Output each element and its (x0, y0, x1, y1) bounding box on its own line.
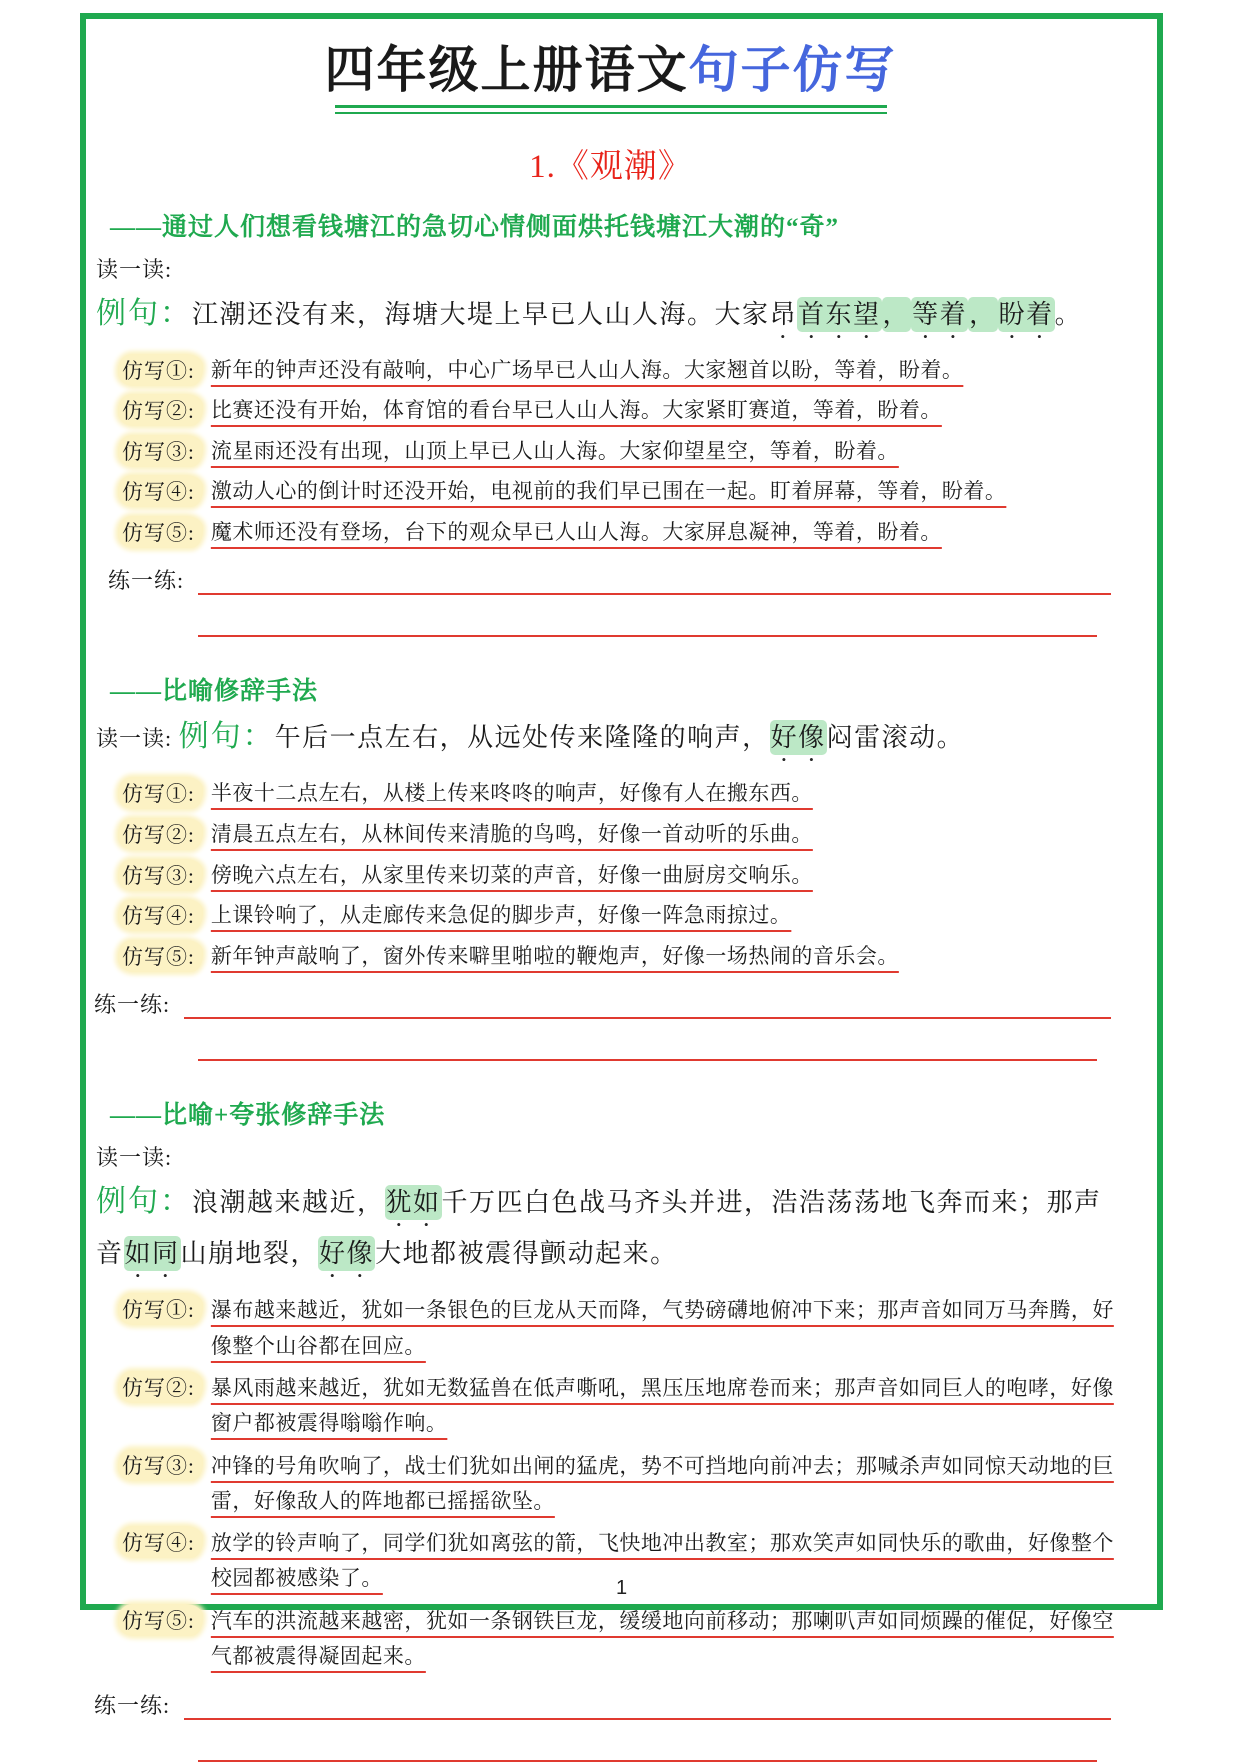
text-run: 山崩地裂， (181, 1239, 319, 1268)
text-run: 江潮还没有来，海塘大堤上早已人山人海。大家 (192, 300, 770, 329)
practice-row (94, 1688, 1127, 1720)
imitation-row (118, 354, 1127, 388)
imitation-text: 新年钟声敲响了，窗外传来噼里啪啦的鞭炮声，好像一场热闹的音乐会。 (211, 940, 1127, 974)
imitation-list (118, 777, 1127, 973)
section-3 (94, 1095, 1127, 1762)
practice-line[interactable] (198, 1726, 1097, 1762)
highlight-run: 等着 (911, 297, 968, 332)
imitation-label: 仿写④: (118, 899, 203, 931)
text-run: 浪潮越来越近， (192, 1188, 385, 1217)
highlight-run: ， (968, 297, 998, 332)
imitation-text: 流星雨还没有出现，山顶上早已人山人海。大家仰望星空，等着，盼着。 (211, 435, 1127, 469)
imitation-label: 仿写③: (118, 435, 203, 467)
text-run: 昂 (770, 300, 798, 329)
example-label: 例句： (96, 297, 192, 330)
imitation-row (118, 394, 1127, 428)
practice-row (94, 987, 1127, 1019)
practice-line[interactable] (184, 1688, 1111, 1720)
practice-row (108, 563, 1127, 595)
example-sentence (96, 711, 1127, 767)
example-label: 例句： (179, 720, 275, 753)
imitation-label: 仿写①: (118, 354, 203, 386)
sections-container (94, 207, 1127, 1762)
imitation-text: 瀑布越来越近，犹如一条银色的巨龙从天而降，气势磅礴地俯冲下来；那声音如同万马奔腾，好像整个山谷都在回应。 (211, 1293, 1127, 1364)
imitation-label: 仿写④: (118, 1526, 203, 1558)
read-label: 读一读: (96, 1141, 1127, 1172)
imitation-label: 仿写③: (118, 1449, 203, 1481)
practice-label: 练一练: (94, 1689, 170, 1720)
title-blue-part: 句子仿写 (689, 42, 897, 98)
highlight-run: ， (882, 297, 912, 332)
example-sentence (96, 288, 1127, 344)
highlight-run: 首东望 (797, 297, 882, 332)
practice-line[interactable] (198, 1025, 1097, 1061)
imitation-text: 比赛还没有开始，体育馆的看台早已人山人海。大家紧盯赛道，等着，盼着。 (211, 394, 1127, 428)
imitation-text: 魔术师还没有登场，台下的观众早已人山人海。大家屏息凝神，等着，盼着。 (211, 516, 1127, 550)
imitation-text: 上课铃响了，从走廊传来急促的脚步声，好像一阵急雨掠过。 (211, 899, 1127, 933)
title-underline (335, 105, 887, 114)
practice-line[interactable] (184, 987, 1111, 1019)
page-number: 1 (86, 1577, 1157, 1600)
imitation-row (118, 1293, 1127, 1364)
highlight-run: 犹如 (385, 1185, 442, 1220)
imitation-label: 仿写②: (118, 394, 203, 426)
read-label: 读一读: (96, 253, 1127, 284)
highlight-run: 如同 (124, 1236, 181, 1271)
text-run: 闷雷滚动。 (827, 723, 965, 752)
imitation-label: 仿写①: (118, 1293, 203, 1325)
text-run: 千万匹白色战马齐头并进，浩浩荡荡地飞奔而来；那声音 (96, 1188, 1102, 1268)
title-black-part: 四年级上册语文 (325, 42, 689, 98)
example-sentence (96, 1176, 1127, 1283)
section-header: ——比喻修辞手法 (110, 671, 1127, 707)
imitation-text: 冲锋的号角吹响了，战士们犹如出闸的猛虎，势不可挡地向前冲去；那喊杀声如同惊天动地的巨雷，好像敌人的阵地都已摇摇欲坠。 (211, 1449, 1127, 1520)
imitation-text: 清晨五点左右，从林间传来清脆的鸟鸣，好像一首动听的乐曲。 (211, 818, 1127, 852)
text-run: 。 (1055, 300, 1083, 329)
practice-label: 练一练: (108, 564, 184, 595)
text-run: 午后一点左右，从远处传来隆隆的响声， (275, 723, 770, 752)
highlight-run: 盼着 (998, 297, 1055, 332)
imitation-row (118, 1604, 1127, 1675)
example-text (96, 1185, 1102, 1271)
section-2 (94, 671, 1127, 1061)
imitation-row (118, 1449, 1127, 1520)
imitation-list (118, 1293, 1127, 1674)
section-header: ——比喻+夸张修辞手法 (110, 1095, 1127, 1131)
imitation-row (118, 475, 1127, 509)
highlight-run: 好像 (318, 1236, 375, 1271)
imitation-text: 放学的铃声响了，同学们犹如离弦的箭，飞快地冲出教室；那欢笑声如同快乐的歌曲，好像整个校园都被感染了。 (211, 1526, 1127, 1597)
imitation-text: 新年的钟声还没有敲响，中心广场早已人山人海。大家翘首以盼，等着，盼着。 (211, 354, 1127, 388)
example-text (275, 720, 965, 755)
page-border (80, 13, 1163, 1610)
example-text (192, 297, 1082, 332)
section-1 (94, 207, 1127, 638)
practice-line[interactable] (198, 601, 1097, 637)
section-header: ——通过人们想看钱塘江的急切心情侧面烘托钱塘江大潮的“奇” (110, 207, 1127, 243)
imitation-row (118, 940, 1127, 974)
imitation-label: 仿写②: (118, 818, 203, 850)
imitation-label: 仿写②: (118, 1371, 203, 1403)
example-label: 例句： (96, 1185, 192, 1218)
imitation-text: 半夜十二点左右，从楼上传来咚咚的响声，好像有人在搬东西。 (211, 777, 1127, 811)
imitation-text: 傍晚六点左右，从家里传来切菜的声音，好像一曲厨房交响乐。 (211, 859, 1127, 893)
imitation-label: 仿写⑤: (118, 940, 203, 972)
imitation-label: 仿写①: (118, 777, 203, 809)
practice-label: 练一练: (94, 988, 170, 1019)
imitation-text: 汽车的洪流越来越密，犹如一条钢铁巨龙，缓缓地向前移动；那喇叭声如同烦躁的催促，好像空气都被震得凝固起来。 (211, 1604, 1127, 1675)
imitation-row (118, 818, 1127, 852)
imitation-text: 激动人心的倒计时还没开始，电视前的我们早已围在一起。盯着屏幕，等着，盼着。 (211, 475, 1127, 509)
text-run: 大地都被震得颤动起来。 (375, 1239, 678, 1268)
page-title (94, 37, 1127, 105)
imitation-row (118, 1371, 1127, 1442)
imitation-text: 暴风雨越来越近，犹如无数猛兽在低声嘶吼，黑压压地席卷而来；那声音如同巨人的咆哮，好像窗户都被震得嗡嗡作响。 (211, 1371, 1127, 1442)
lesson-title: 1.《观潮》 (94, 140, 1127, 187)
imitation-label: 仿写⑤: (118, 1604, 203, 1636)
highlight-run: 好像 (770, 720, 827, 755)
imitation-row (118, 777, 1127, 811)
imitation-list (118, 354, 1127, 550)
read-label: 读一读: (96, 726, 179, 751)
imitation-row (118, 899, 1127, 933)
imitation-row (118, 435, 1127, 469)
imitation-label: 仿写④: (118, 475, 203, 507)
imitation-label: 仿写⑤: (118, 516, 203, 548)
imitation-row (118, 516, 1127, 550)
imitation-label: 仿写③: (118, 859, 203, 891)
practice-line[interactable] (198, 563, 1111, 595)
imitation-row (118, 859, 1127, 893)
